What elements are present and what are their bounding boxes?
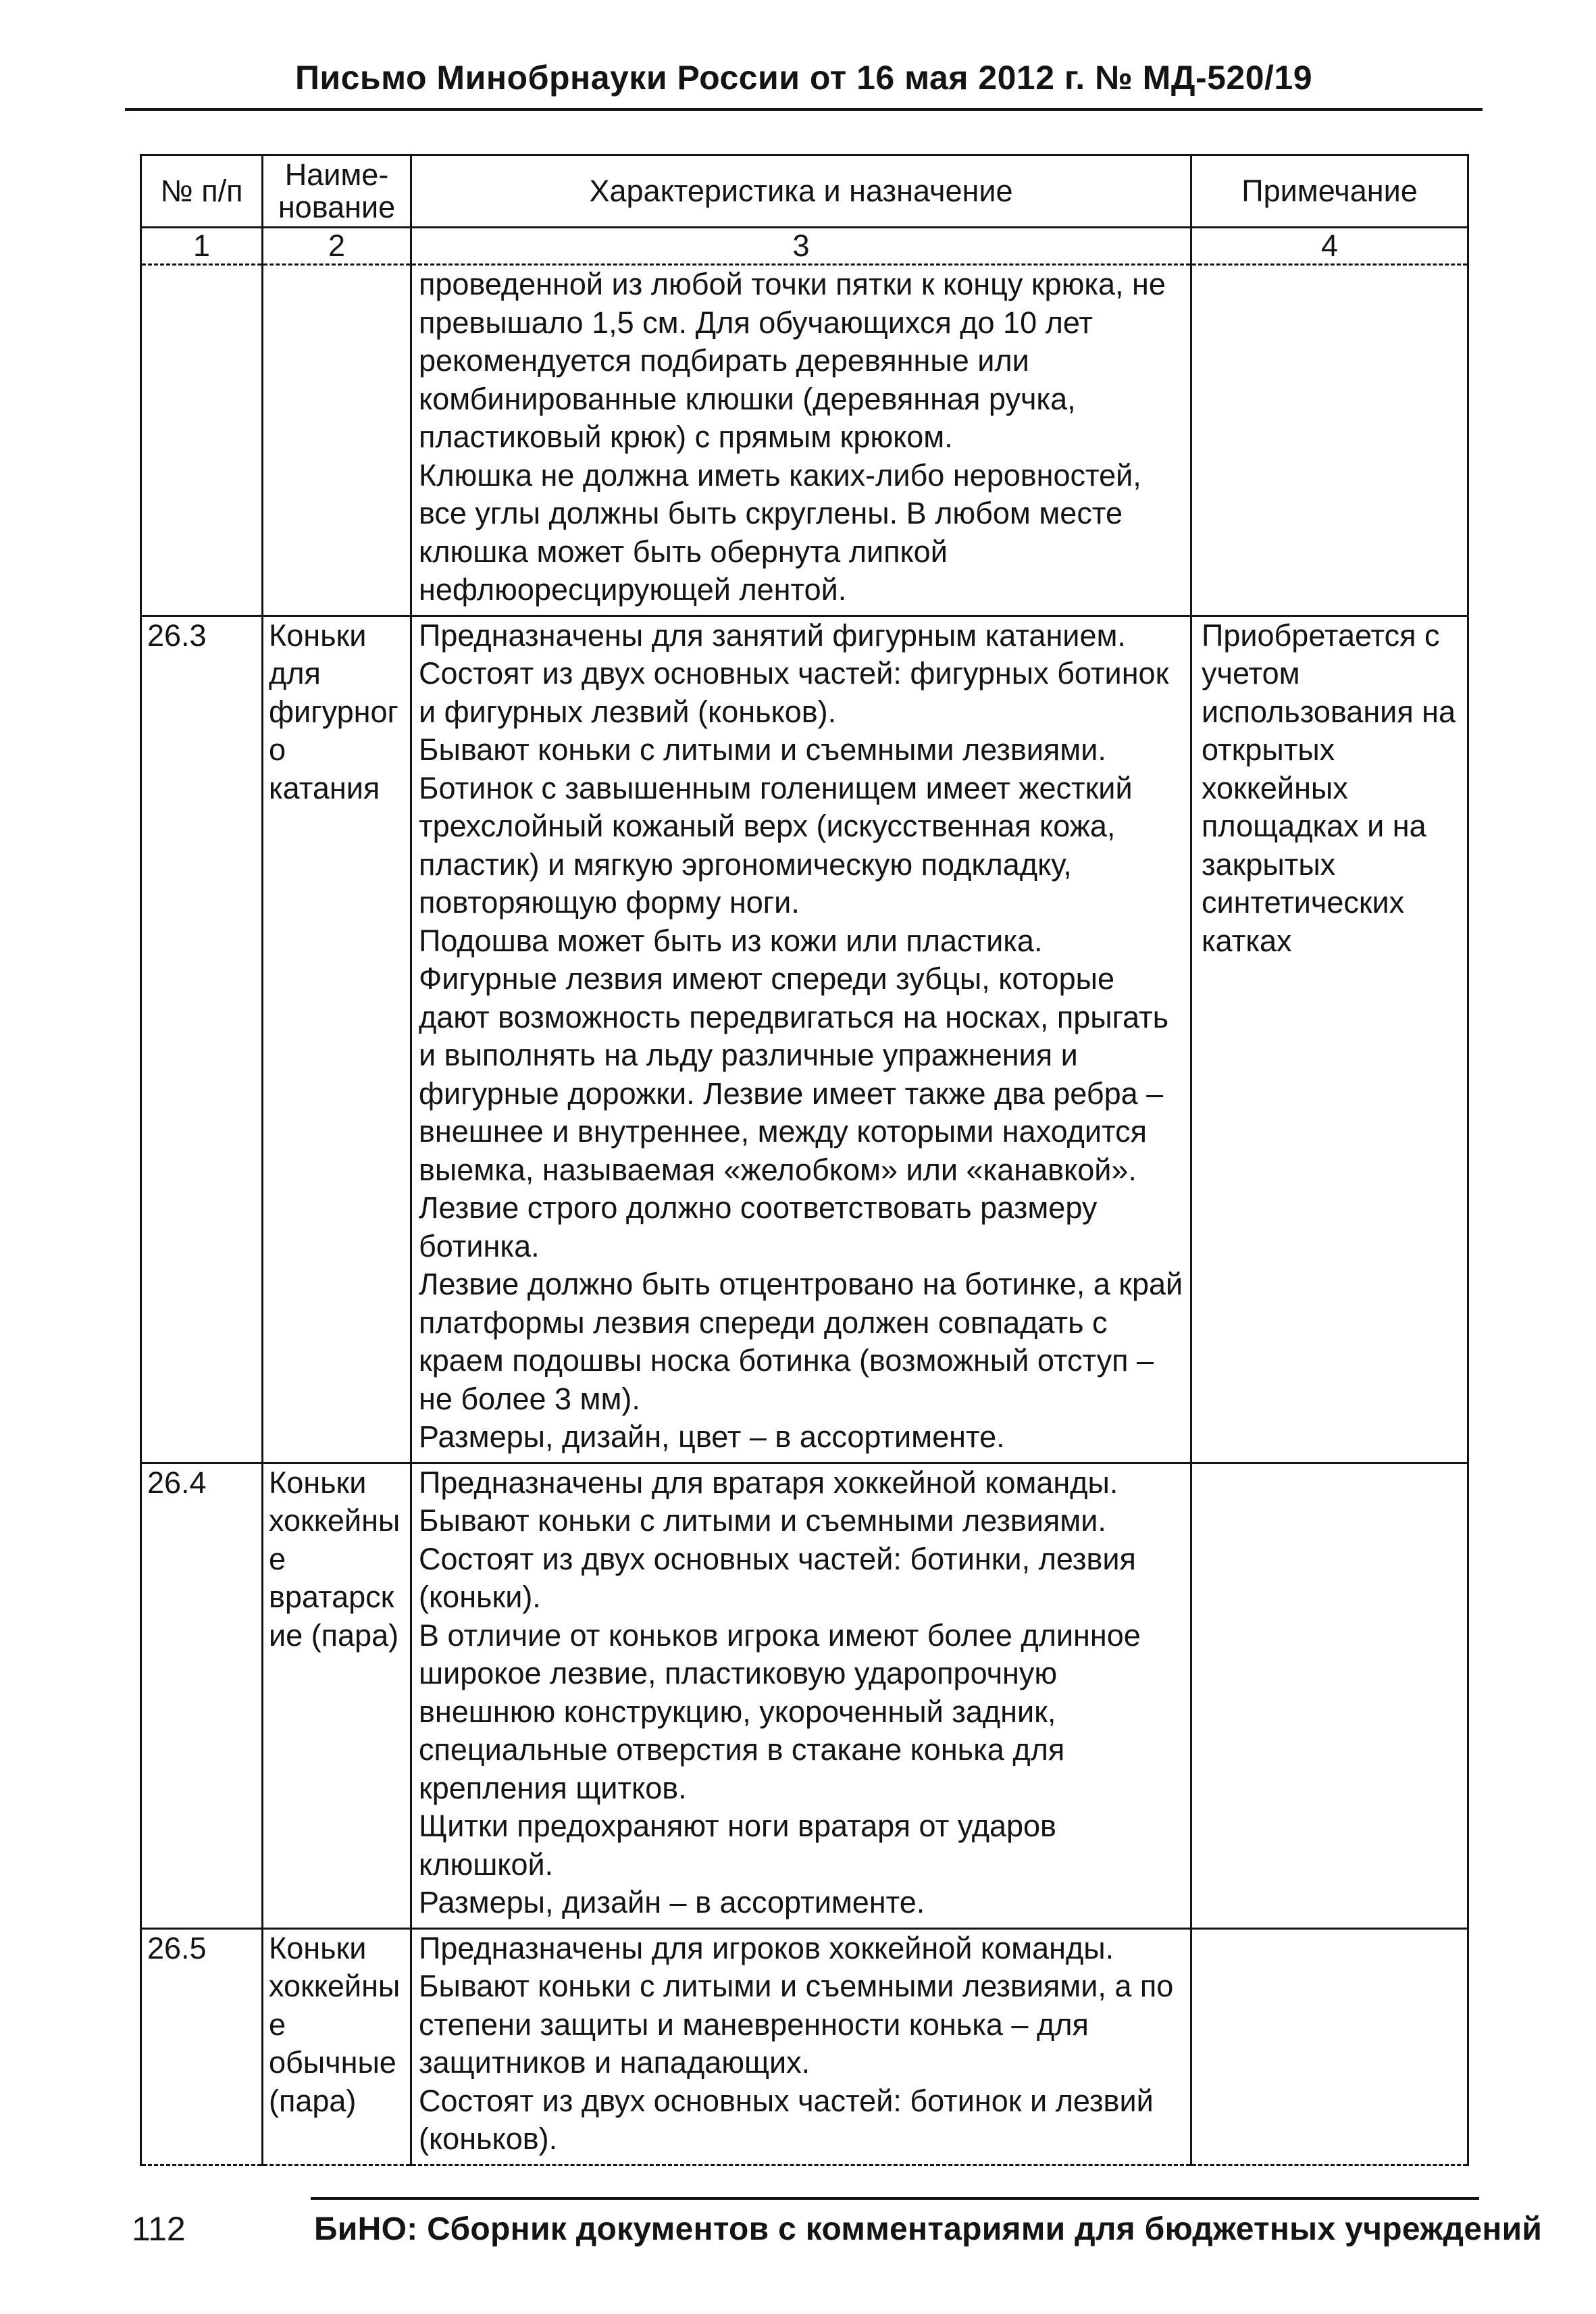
row-characteristics-cell: [411, 265, 1191, 616]
row-number-cell: [141, 265, 263, 616]
characteristics-paragraph: Размеры, дизайн, цвет – в ассортименте.: [419, 1419, 1005, 1454]
characteristics-paragraph: Предназначены для занятий фигурным катанием. Состоят из двух основных частей: фигурных ботинок и фигурных лезвий (коньков).: [419, 618, 1169, 729]
table-row-26-4: [141, 1463, 1468, 1928]
row-characteristics-cell: [411, 1928, 1191, 2165]
row-note-cell: Приобретается с учетом использования на открытых хоккейных площадках и на закрытых синтетических катках: [1191, 615, 1468, 1463]
footer-divider: [311, 2197, 1479, 2200]
equipment-table: [140, 154, 1469, 2166]
row-note-cell: [1191, 1928, 1468, 2165]
column-number: 3: [411, 228, 1191, 265]
table-row-continuation: [141, 265, 1468, 616]
characteristics-paragraph: Лезвие должно быть отцентровано на ботинке, а край платформы лезвия спереди должен совпадать с краем подошвы носка ботинка (возможный отступ – не более 3 мм).: [419, 1267, 1183, 1416]
column-numbers-row: [141, 228, 1468, 265]
column-header-num: № п/п: [141, 155, 263, 228]
page-header-title: Письмо Минобрнауки России от 16 мая 2012 г. № МД-520/19: [294, 59, 1313, 97]
column-header-characteristics: Характеристика и назначение: [411, 155, 1191, 228]
characteristics-paragraph: Клюшка не должна иметь каких-либо неровностей, все углы должны быть скруглены. В любом месте клюшка может быть обернута липкой нефлюоресцирующей лентой.: [419, 457, 1141, 607]
row-note-cell: [1191, 265, 1468, 616]
table-header-row: [141, 155, 1468, 228]
page-number: 112: [132, 2210, 186, 2248]
row-number-cell: 26.3: [141, 615, 263, 1463]
footer-publication-title: БиНО: Сборник документов с комментариями для бюджетных учреждений: [314, 2211, 1543, 2247]
column-number: 1: [141, 228, 263, 265]
table-row-26-3: [141, 615, 1468, 1463]
row-name-cell: Коньки для фигурного катания: [263, 615, 411, 1463]
characteristics-paragraph: Размеры, дизайн – в ассортименте.: [419, 1885, 925, 1919]
row-characteristics-cell: [411, 1463, 1191, 1928]
header-divider: [125, 108, 1483, 111]
characteristics-paragraph: Подошва может быть из кожи или пластика. Фигурные лезвия имеют спереди зубцы, которые дают возможность передвигаться на носках, прыгать и выполнять на льду различные упражнения и фигурные дорожки. Лезвие имеет также два ребра – внешнее и внутреннее, между которыми находится выемка, называемая «желобком» или «канавкой». Лезвие строго должно соответствовать размеру ботинка.: [419, 923, 1169, 1263]
characteristics-paragraph: Предназначены для вратаря хоккейной команды. Бывают коньки с литыми и съемными лезвиями. Состоят из двух основных частей: ботинки, лезвия (коньки).: [419, 1465, 1136, 1614]
row-name-cell: Коньки хоккейные вратарские (пара): [263, 1463, 411, 1928]
characteristics-paragraph: проведенной из любой точки пятки к концу крюка, не превышало 1,5 см. Для обучающихся до 10 лет рекомендуется подбирать деревянные или комбинированные клюшки (деревянная ручка, пластиковый крюк) с прямым крюком.: [419, 267, 1166, 454]
characteristics-paragraph: Щитки предохраняют ноги вратаря от ударов клюшкой.: [419, 1809, 1056, 1882]
column-number: 2: [263, 228, 411, 265]
characteristics-paragraph: Предназначены для игроков хоккейной команды. Бывают коньки с литыми и съемными лезвиями, а по степени защиты и маневренности конька – для защитников и нападающих.: [419, 1930, 1174, 2080]
row-note-cell: [1191, 1463, 1468, 1928]
row-number-cell: 26.5: [141, 1928, 263, 2165]
row-name-cell: [263, 265, 411, 616]
row-characteristics-cell: [411, 615, 1191, 1463]
characteristics-paragraph: В отличие от коньков игрока имеют более длинное широкое лезвие, пластиковую ударопрочную внешнюю конструкцию, укороченный задник, специальные отверстия в стакане конька для крепления щитков.: [419, 1617, 1141, 1805]
characteristics-paragraph: Состоят из двух основных частей: ботинок и лезвий (коньков).: [419, 2083, 1154, 2156]
characteristics-paragraph: Бывают коньки с литыми и съемными лезвиями. Ботинок с завышенным голенищем имеет жесткий трехслойный кожаный верх (искусственная кожа, пластик) и мягкую эргономическую подкладку, повторяющую форму ноги.: [419, 732, 1133, 920]
row-number-cell: 26.4: [141, 1463, 263, 1928]
column-number: 4: [1191, 228, 1468, 265]
column-header-name: Наиме-нование: [263, 155, 411, 228]
table-row-26-5: [141, 1928, 1468, 2165]
column-header-note: Примечание: [1191, 155, 1468, 228]
row-name-cell: Коньки хоккейные обычные (пара): [263, 1928, 411, 2165]
